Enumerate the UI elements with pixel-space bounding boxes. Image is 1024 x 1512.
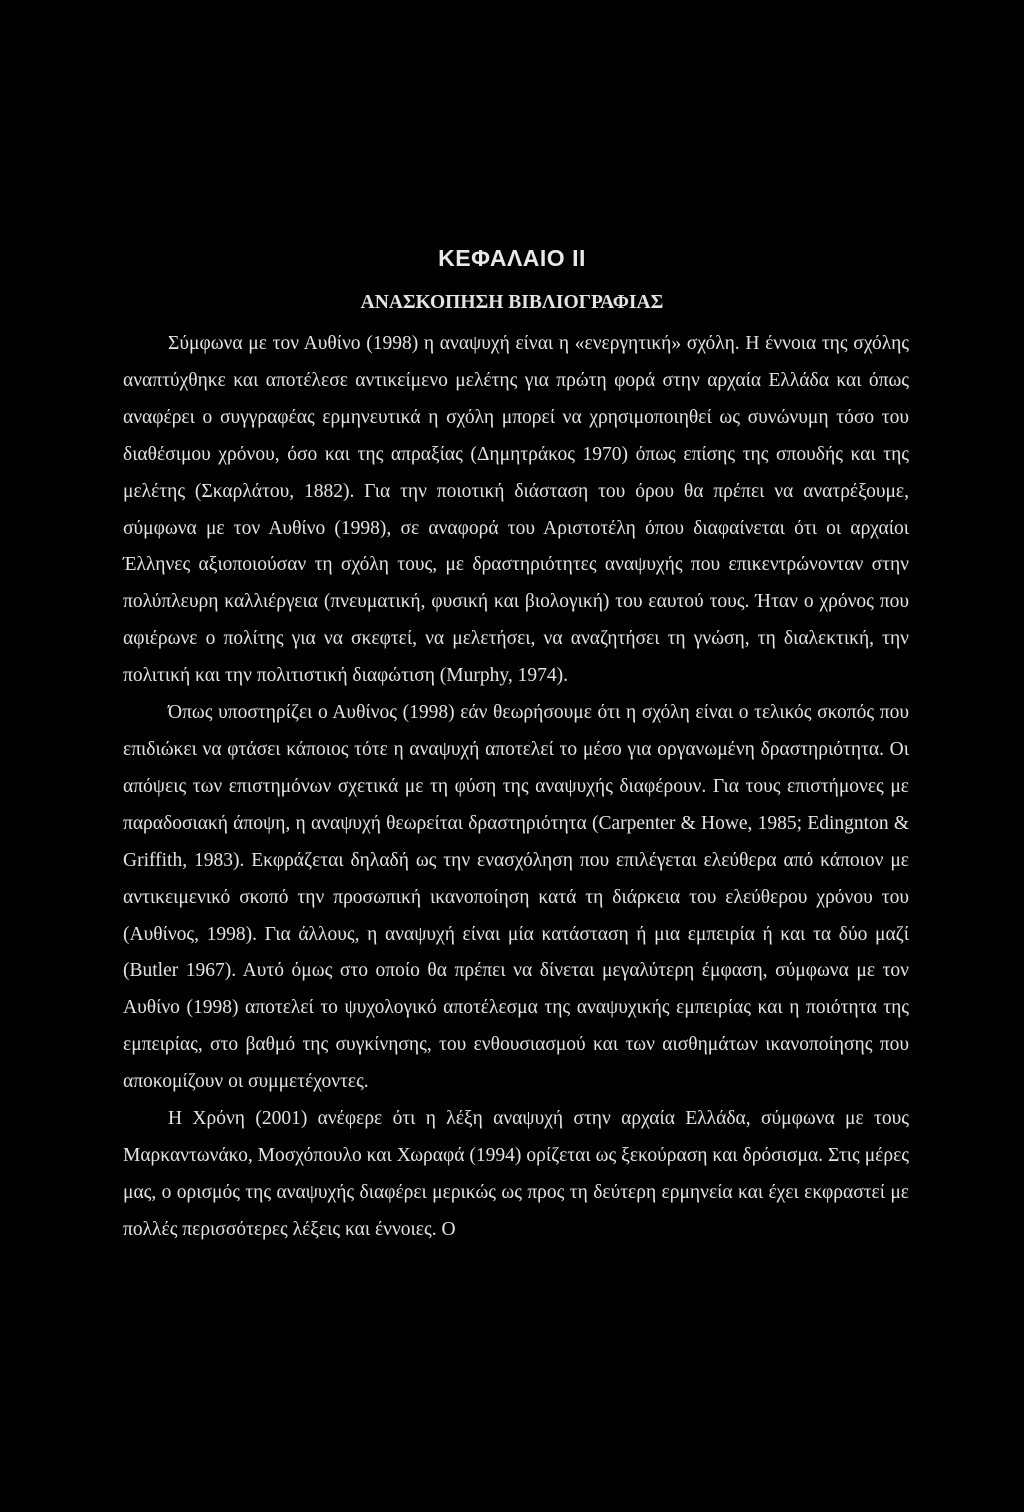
section-title: ΑΝΑΣΚΟΠΗΣΗ ΒΙΒΛΙΟΓΡΑΦΙΑΣ	[360, 292, 664, 313]
paragraph: Όπως υποστηρίζει ο Αυθίνος (1998) εάν θεωρήσουμε ότι η σχόλη είναι ο τελικός σκοπός που επιδιώκει να φτάσει κάποιος τότε η αναψυχή αποτελεί το μέσο για οργανωμένη δραστηριότητα. Οι απόψεις των επιστημόνων σχετικά με τη φύση της αναψυχής διαφέρουν. Για τους επιστήμονες με παραδοσιακή άποψη, η αναψυχή θεωρείται δραστηριότητα (Carpenter & Howe, 1985; Edingnton & Griffith, 1983). Εκφράζεται δηλαδή ως την ενασχόληση που επιλέγεται ελεύθερα από κάποιον με αντικειμενικό σκοπό την προσωπική ικανοποίηση κατά τη διάρκεια του ελεύθερου χρόνου του (Αυθίνος, 1998). Για άλλους, η αναψυχή είναι μία κατάσταση ή μια εμπειρία ή και τα δύο μαζί (Butler 1967). Αυτό όμως στο οποίο θα πρέπει να δίνεται μεγαλύτερη έμφαση, σύμφωνα με τον Αυθίνο (1998) αποτελεί το ψυχολογικό αποτέλεσμα της αναψυχικής εμπειρίας και η ποιότητα της εμπειρίας, στο βαθμό της συγκίνησης, του ενθουσιασμού και των αισθημάτων ικανοποίησης που αποκομίζουν οι συμμετέχοντες.	[123, 702, 909, 1093]
chapter-title: ΚΕΦΑΛΑΙΟ ΙΙ	[438, 245, 586, 271]
body-text	[123, 326, 909, 1249]
paragraph: Η Χρόνη (2001) ανέφερε ότι η λέξη αναψυχή στην αρχαία Ελλάδα, σύμφωνα με τους Μαρκαντωνάκο, Μοσχόπουλο και Χωραφά (1994) ορίζεται ως ξεκούραση και δρόσισμα. Στις μέρες μας, ο ορισμός της αναψυχής διαφέρει μερικώς ως προς τη δεύτερη ερμηνεία και έχει εκφραστεί με πολλές περισσότερες λέξεις και έννοιες. Ο	[123, 1108, 909, 1240]
paragraph: Σύμφωνα με τον Αυθίνο (1998) η αναψυχή είναι η «ενεργητική» σχόλη. Η έννοια της σχόλης αναπτύχθηκε και αποτέλεσε αντικείμενο μελέτης για πρώτη φορά στην αρχαία Ελλάδα και όπως αναφέρει ο συγγραφέας ερμηνευτικά η σχόλη μπορεί να χρησιμοποιηθεί ως συνώνυμη τόσο του διαθέσιμου χρόνου, όσο και της απραξίας (Δημητράκος 1970) όπως επίσης της σπουδής και της μελέτης (Σκαρλάτου, 1882). Για την ποιοτική διάσταση του όρου θα πρέπει να ανατρέξουμε, σύμφωνα με τον Αυθίνο (1998), σε αναφορά του Αριστοτέλη όπου διαφαίνεται ότι οι αρχαίοι Έλληνες αξιοποιούσαν τη σχόλη τους, με δραστηριότητες αναψυχής που επικεντρώνονταν στην πολύπλευρη καλλιέργεια (πνευματική, φυσική και βιολογική) του εαυτού τους. Ήταν ο χρόνος που αφιέρωνε ο πολίτης για να σκεφτεί, να μελετήσει, να αναζητήσει τη γνώση, τη διαλεκτική, την πολιτική και την πολιτιστική διαφώτιση (Murphy, 1974).	[123, 333, 909, 687]
